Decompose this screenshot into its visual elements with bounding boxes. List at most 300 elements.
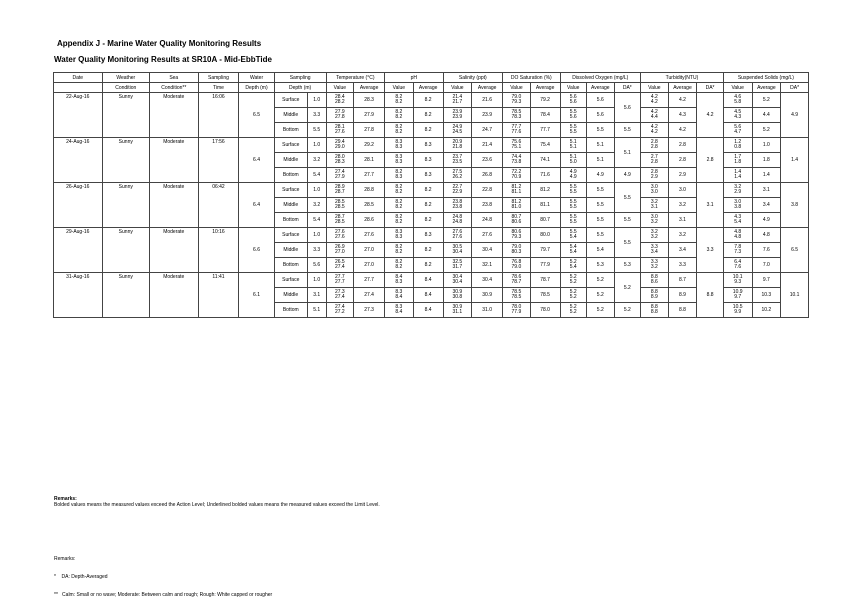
turbidity-value-cell-reading: 3.1 bbox=[650, 204, 658, 210]
subheader-average: Average bbox=[530, 83, 560, 93]
temperature-value-cell bbox=[326, 93, 354, 108]
turbidity-average-cell: 3.3 bbox=[668, 258, 697, 273]
subheader-average: Average bbox=[586, 83, 614, 93]
water-depth-cell: 6.1 bbox=[239, 273, 274, 318]
turbidity-value-cell bbox=[641, 303, 669, 318]
header-sampling-depth-sub: Depth (m) bbox=[274, 83, 326, 93]
weather-cell: Sunny bbox=[102, 273, 149, 318]
sampling-depth-cell: 3.3 bbox=[307, 243, 326, 258]
temperature-value-cell bbox=[326, 273, 354, 288]
suspended-solids-value-cell bbox=[723, 108, 752, 123]
dissolved-oxygen-value-cell-reading: 5.2 bbox=[569, 309, 577, 315]
temperature-value-cell-reading: 27.9 bbox=[334, 108, 345, 115]
table-row bbox=[54, 183, 809, 198]
turbidity-value-cell-reading: 8.8 bbox=[650, 273, 658, 280]
header-date-sub bbox=[54, 83, 103, 93]
suspended-solids-value-cell-reading: 4.8 bbox=[734, 234, 742, 240]
salinity-value-cell-reading: 24.8 bbox=[452, 213, 463, 220]
dissolved-oxygen-value-cell-reading: 5.0 bbox=[569, 159, 577, 165]
suspended-solids-average-cell: 5.2 bbox=[752, 93, 781, 108]
ph-value-cell-reading: 8.3 bbox=[395, 159, 403, 165]
ph-average-cell: 8.2 bbox=[413, 93, 443, 108]
appendix-title: Appendix J - Marine Water Quality Monitoring Results bbox=[57, 39, 262, 48]
suspended-solids-value-cell-reading: 10.9 bbox=[732, 288, 743, 295]
temperature-value-cell bbox=[326, 183, 354, 198]
sampling-level-cell: Surface bbox=[274, 138, 307, 153]
do-saturation-value-cell bbox=[503, 228, 531, 243]
dissolved-oxygen-value-cell-reading: 5.4 bbox=[569, 249, 577, 255]
turbidity-value-cell bbox=[641, 243, 669, 258]
ph-value-cell-reading: 8.2 bbox=[395, 114, 403, 120]
salinity-value-cell-reading: 26.2 bbox=[452, 174, 463, 180]
day-group bbox=[54, 228, 809, 273]
salinity-value-cell bbox=[443, 288, 472, 303]
temperature-value-cell bbox=[326, 168, 354, 183]
turbidity-average-cell: 8.9 bbox=[668, 288, 697, 303]
salinity-value-cell-reading: 23.5 bbox=[452, 159, 463, 165]
ph-value-cell-reading: 8.2 bbox=[395, 168, 403, 175]
dissolved-oxygen-value-cell-reading: 5.2 bbox=[569, 288, 577, 295]
salinity-value-cell-reading: 30.9 bbox=[452, 288, 463, 295]
temperature-value-cell bbox=[326, 153, 354, 168]
temperature-value-cell-reading: 28.1 bbox=[334, 123, 345, 130]
salinity-value-cell-reading: 23.8 bbox=[452, 204, 463, 210]
temperature-value-cell-reading: 28.5 bbox=[334, 204, 345, 210]
subheader-value: Value bbox=[385, 83, 414, 93]
table-row bbox=[54, 138, 809, 153]
dissolved-oxygen-average-cell: 5.3 bbox=[586, 258, 614, 273]
salinity-value-cell bbox=[443, 138, 472, 153]
turbidity-value-cell bbox=[641, 168, 669, 183]
turbidity-value-cell-reading: 3.4 bbox=[650, 249, 658, 255]
do-saturation-value-cell-reading: 78.5 bbox=[511, 294, 522, 300]
subheader-average: Average bbox=[354, 83, 385, 93]
suspended-solids-value-cell-reading: 3.2 bbox=[734, 183, 742, 190]
temperature-value-cell-reading: 27.3 bbox=[334, 288, 345, 295]
subheader-value: Value bbox=[641, 83, 669, 93]
ph-value-cell bbox=[385, 243, 414, 258]
dissolved-oxygen-value-cell bbox=[560, 273, 586, 288]
salinity-average-cell: 21.6 bbox=[472, 93, 503, 108]
turbidity-average-cell: 2.9 bbox=[668, 168, 697, 183]
sampling-level-cell: Middle bbox=[274, 243, 307, 258]
header-ph: pH bbox=[385, 73, 443, 83]
do-saturation-value-cell bbox=[503, 168, 531, 183]
do-saturation-value-cell-reading: 79.3 bbox=[511, 234, 522, 240]
ph-value-cell bbox=[385, 183, 414, 198]
dissolved-oxygen-average-cell: 5.2 bbox=[586, 288, 614, 303]
header-sampling-time: Sampling bbox=[198, 73, 239, 83]
turbidity-value-cell-reading: 4.2 bbox=[650, 123, 658, 130]
suspended-solids-value-cell bbox=[723, 93, 752, 108]
dissolved-oxygen-value-cell bbox=[560, 138, 586, 153]
do-saturation-value-cell-reading: 75.1 bbox=[511, 144, 522, 150]
turbidity-value-cell bbox=[641, 288, 669, 303]
temperature-value-cell-reading: 27.4 bbox=[334, 264, 345, 270]
ph-value-cell bbox=[385, 213, 414, 228]
dissolved-oxygen-value-cell bbox=[560, 228, 586, 243]
sampling-depth-cell: 1.0 bbox=[307, 93, 326, 108]
sampling-time-cell: 10:16 bbox=[198, 228, 239, 273]
ph-value-cell-reading: 8.2 bbox=[395, 264, 403, 270]
temperature-value-cell bbox=[326, 258, 354, 273]
suspended-solids-value-cell-reading: 1.8 bbox=[734, 159, 742, 165]
dissolved-oxygen-value-cell-reading: 5.2 bbox=[569, 303, 577, 310]
dissolved-oxygen-average-cell: 5.5 bbox=[586, 123, 614, 138]
salinity-value-cell-reading: 24.9 bbox=[452, 123, 463, 130]
dissolved-oxygen-value-cell-reading: 5.6 bbox=[569, 114, 577, 120]
ph-value-cell-reading: 8.2 bbox=[395, 243, 403, 250]
sampling-level-cell: Middle bbox=[274, 153, 307, 168]
temperature-value-cell bbox=[326, 138, 354, 153]
temperature-value-cell bbox=[326, 243, 354, 258]
suspended-solids-average-cell: 7.6 bbox=[752, 243, 781, 258]
turbidity-da-cell: 3.3 bbox=[697, 228, 724, 273]
header-dissolved-oxygen: Dissolved Oxygen (mg/L) bbox=[560, 73, 641, 83]
suspended-solids-value-cell bbox=[723, 123, 752, 138]
turbidity-value-cell-reading: 2.8 bbox=[650, 144, 658, 150]
ph-value-cell bbox=[385, 123, 414, 138]
temperature-value-cell-reading: 28.7 bbox=[334, 213, 345, 220]
header-sea-sub: Condition** bbox=[150, 83, 199, 93]
salinity-value-cell-reading: 21.8 bbox=[452, 144, 463, 150]
dissolved-oxygen-value-cell bbox=[560, 303, 586, 318]
dissolved-oxygen-average-cell: 5.1 bbox=[586, 153, 614, 168]
turbidity-value-cell-reading: 8.8 bbox=[650, 309, 658, 315]
remarks-da-note: * DA: Depth-Averaged bbox=[54, 574, 108, 580]
suspended-solids-average-cell: 1.8 bbox=[752, 153, 781, 168]
do-saturation-value-cell-reading: 72.2 bbox=[511, 168, 522, 175]
sampling-depth-cell: 5.4 bbox=[307, 168, 326, 183]
turbidity-value-cell bbox=[641, 153, 669, 168]
temperature-average-cell: 27.7 bbox=[354, 168, 385, 183]
sea-condition-cell: Moderate bbox=[150, 138, 199, 183]
ph-value-cell-reading: 8.2 bbox=[395, 198, 403, 205]
salinity-value-cell bbox=[443, 273, 472, 288]
temperature-value-cell-reading: 28.5 bbox=[334, 198, 345, 205]
suspended-solids-average-cell: 9.7 bbox=[752, 273, 781, 288]
temperature-average-cell: 27.0 bbox=[354, 243, 385, 258]
do-saturation-average-cell: 79.2 bbox=[530, 93, 560, 108]
suspended-solids-value-cell-reading: 5.6 bbox=[734, 123, 742, 130]
do-saturation-value-cell-reading: 78.7 bbox=[511, 279, 522, 285]
do-saturation-value-cell-reading: 70.9 bbox=[511, 174, 522, 180]
header-sampling-time-sub: Time bbox=[198, 83, 239, 93]
sampling-depth-cell: 3.3 bbox=[307, 108, 326, 123]
temperature-value-cell-reading: 28.2 bbox=[334, 99, 345, 105]
suspended-solids-da-cell: 10.1 bbox=[781, 273, 809, 318]
turbidity-value-cell-reading: 3.0 bbox=[650, 189, 658, 195]
turbidity-average-cell: 4.2 bbox=[668, 93, 697, 108]
do-saturation-value-cell bbox=[503, 93, 531, 108]
subheader-average: Average bbox=[472, 83, 503, 93]
dissolved-oxygen-average-cell: 5.2 bbox=[586, 303, 614, 318]
salinity-average-cell: 23.6 bbox=[472, 153, 503, 168]
ph-average-cell: 8.3 bbox=[413, 153, 443, 168]
dissolved-oxygen-value-cell-reading: 5.5 bbox=[569, 123, 577, 130]
turbidity-average-cell: 3.4 bbox=[668, 243, 697, 258]
suspended-solids-value-cell bbox=[723, 258, 752, 273]
turbidity-value-cell-reading: 2.9 bbox=[650, 174, 658, 180]
header-water-depth: Water bbox=[239, 73, 274, 83]
temperature-value-cell-reading: 28.3 bbox=[334, 159, 345, 165]
temperature-value-cell-reading: 28.4 bbox=[334, 93, 345, 100]
dissolved-oxygen-value-cell bbox=[560, 198, 586, 213]
sampling-level-cell: Middle bbox=[274, 108, 307, 123]
ph-value-cell-reading: 8.2 bbox=[395, 249, 403, 255]
temperature-value-cell-reading: 27.9 bbox=[334, 174, 345, 180]
date-cell: 26-Aug-16 bbox=[54, 183, 103, 228]
header-sampling-depth: Sampling bbox=[274, 73, 326, 83]
suspended-solids-average-cell: 4.4 bbox=[752, 108, 781, 123]
salinity-average-cell: 23.8 bbox=[472, 198, 503, 213]
do-saturation-value-cell bbox=[503, 243, 531, 258]
dissolved-oxygen-value-cell-reading: 5.5 bbox=[569, 183, 577, 190]
do-saturation-value-cell-reading: 81.2 bbox=[511, 183, 522, 190]
dissolved-oxygen-average-cell: 5.5 bbox=[586, 183, 614, 198]
dissolved-oxygen-bottom-cell: 5.5 bbox=[614, 123, 640, 138]
turbidity-value-cell-reading: 2.8 bbox=[650, 159, 658, 165]
salinity-value-cell-reading: 23.9 bbox=[452, 108, 463, 115]
turbidity-value-cell-reading: 2.8 bbox=[650, 138, 658, 145]
temperature-average-cell: 28.5 bbox=[354, 198, 385, 213]
turbidity-average-cell: 3.2 bbox=[668, 228, 697, 243]
dissolved-oxygen-value-cell-reading: 5.4 bbox=[569, 234, 577, 240]
suspended-solids-value-cell-reading: 1.2 bbox=[734, 138, 742, 145]
header-sea: Sea bbox=[150, 73, 199, 83]
ph-average-cell: 8.2 bbox=[413, 198, 443, 213]
dissolved-oxygen-value-cell-reading: 5.5 bbox=[569, 198, 577, 205]
do-saturation-value-cell-reading: 79.0 bbox=[511, 93, 522, 100]
suspended-solids-average-cell: 10.3 bbox=[752, 288, 781, 303]
salinity-value-cell bbox=[443, 168, 472, 183]
salinity-value-cell bbox=[443, 303, 472, 318]
temperature-value-cell bbox=[326, 213, 354, 228]
temperature-value-cell-reading: 27.4 bbox=[334, 303, 345, 310]
dissolved-oxygen-value-cell-reading: 5.6 bbox=[569, 99, 577, 105]
header-weather-sub: Condition bbox=[102, 83, 149, 93]
remarks-sea-note: ** Calm: Small or no wave; Moderate: Between calm and rough; Rough: White capped or rougher bbox=[54, 592, 273, 598]
salinity-average-cell: 30.9 bbox=[472, 288, 503, 303]
subheader-value: Value bbox=[326, 83, 354, 93]
do-saturation-value-cell-reading: 81.1 bbox=[511, 189, 522, 195]
temperature-value-cell-reading: 27.6 bbox=[334, 228, 345, 235]
dissolved-oxygen-average-cell: 5.5 bbox=[586, 228, 614, 243]
dissolved-oxygen-value-cell-reading: 5.5 bbox=[569, 219, 577, 225]
subheader-value: Value bbox=[503, 83, 531, 93]
suspended-solids-value-cell-reading: 9.9 bbox=[734, 309, 742, 315]
suspended-solids-average-cell: 4.9 bbox=[752, 213, 781, 228]
salinity-value-cell-reading: 30.8 bbox=[452, 294, 463, 300]
suspended-solids-da-cell: 4.9 bbox=[781, 93, 809, 138]
suspended-solids-average-cell: 3.1 bbox=[752, 183, 781, 198]
ph-value-cell-reading: 8.3 bbox=[395, 144, 403, 150]
do-saturation-value-cell-reading: 80.6 bbox=[511, 228, 522, 235]
do-saturation-average-cell: 80.0 bbox=[530, 228, 560, 243]
do-saturation-value-cell-reading: 81.2 bbox=[511, 198, 522, 205]
turbidity-value-cell-reading: 8.8 bbox=[650, 288, 658, 295]
dissolved-oxygen-value-cell-reading: 4.9 bbox=[569, 174, 577, 180]
header-date: Date bbox=[54, 73, 103, 83]
temperature-average-cell: 27.4 bbox=[354, 288, 385, 303]
do-saturation-average-cell: 81.1 bbox=[530, 198, 560, 213]
turbidity-value-cell bbox=[641, 213, 669, 228]
suspended-solids-value-cell-reading: 4.8 bbox=[734, 228, 742, 235]
sampling-level-cell: Bottom bbox=[274, 168, 307, 183]
do-saturation-value-cell-reading: 78.5 bbox=[511, 108, 522, 115]
dissolved-oxygen-value-cell-reading: 5.5 bbox=[569, 108, 577, 115]
temperature-average-cell: 28.6 bbox=[354, 213, 385, 228]
salinity-value-cell-reading: 31.7 bbox=[452, 264, 463, 270]
turbidity-average-cell: 2.8 bbox=[668, 138, 697, 153]
temperature-average-cell: 27.0 bbox=[354, 258, 385, 273]
do-saturation-average-cell: 78.0 bbox=[530, 303, 560, 318]
turbidity-value-cell-reading: 3.2 bbox=[650, 198, 658, 205]
temperature-value-cell-reading: 26.9 bbox=[334, 243, 345, 250]
header-salinity: Salinity (ppt) bbox=[443, 73, 503, 83]
dissolved-oxygen-bottom-cell: 5.5 bbox=[614, 213, 640, 228]
salinity-value-cell-reading: 21.7 bbox=[452, 99, 463, 105]
temperature-value-cell-reading: 27.4 bbox=[334, 294, 345, 300]
temperature-value-cell-reading: 27.8 bbox=[334, 114, 345, 120]
turbidity-value-cell-reading: 2.8 bbox=[650, 168, 658, 175]
dissolved-oxygen-da-cell: 5.5 bbox=[614, 183, 640, 213]
salinity-value-cell bbox=[443, 258, 472, 273]
suspended-solids-value-cell-reading: 4.6 bbox=[734, 93, 742, 100]
ph-average-cell: 8.4 bbox=[413, 273, 443, 288]
ph-value-cell-reading: 8.2 bbox=[395, 183, 403, 190]
temperature-value-cell bbox=[326, 303, 354, 318]
ph-value-cell-reading: 8.2 bbox=[395, 189, 403, 195]
do-saturation-value-cell-reading: 77.6 bbox=[511, 129, 522, 135]
sampling-time-cell: 17:56 bbox=[198, 138, 239, 183]
dissolved-oxygen-value-cell bbox=[560, 213, 586, 228]
suspended-solids-value-cell bbox=[723, 183, 752, 198]
ph-value-cell bbox=[385, 303, 414, 318]
subheader-average: Average bbox=[668, 83, 697, 93]
dissolved-oxygen-da-cell: 5.1 bbox=[614, 138, 640, 168]
turbidity-value-cell-reading: 3.3 bbox=[650, 258, 658, 265]
subheader-da: DA* bbox=[781, 83, 809, 93]
salinity-average-cell: 27.6 bbox=[472, 228, 503, 243]
ph-value-cell-reading: 8.4 bbox=[395, 309, 403, 315]
do-saturation-value-cell-reading: 73.8 bbox=[511, 159, 522, 165]
ph-value-cell bbox=[385, 258, 414, 273]
temperature-average-cell: 27.3 bbox=[354, 303, 385, 318]
suspended-solids-value-cell-reading: 6.4 bbox=[734, 258, 742, 265]
dissolved-oxygen-value-cell bbox=[560, 243, 586, 258]
suspended-solids-value-cell-reading: 7.3 bbox=[734, 249, 742, 255]
suspended-solids-value-cell-reading: 10.1 bbox=[732, 273, 743, 280]
do-saturation-average-cell: 71.6 bbox=[530, 168, 560, 183]
suspended-solids-average-cell: 1.0 bbox=[752, 138, 781, 153]
salinity-average-cell: 23.9 bbox=[472, 108, 503, 123]
suspended-solids-value-cell bbox=[723, 228, 752, 243]
do-saturation-value-cell bbox=[503, 108, 531, 123]
header-do-saturation: DO Saturation (%) bbox=[503, 73, 560, 83]
suspended-solids-value-cell-reading: 5.4 bbox=[734, 219, 742, 225]
salinity-average-cell: 30.4 bbox=[472, 243, 503, 258]
do-saturation-value-cell bbox=[503, 138, 531, 153]
turbidity-value-cell-reading: 4.2 bbox=[650, 99, 658, 105]
salinity-value-cell-reading: 23.8 bbox=[452, 198, 463, 205]
water-depth-cell: 6.4 bbox=[239, 138, 274, 183]
temperature-average-cell: 28.8 bbox=[354, 183, 385, 198]
suspended-solids-value-cell-reading: 3.0 bbox=[734, 198, 742, 205]
ph-value-cell bbox=[385, 153, 414, 168]
salinity-average-cell: 30.4 bbox=[472, 273, 503, 288]
ph-value-cell-reading: 8.3 bbox=[395, 234, 403, 240]
temperature-value-cell-reading: 28.5 bbox=[334, 219, 345, 225]
suspended-solids-value-cell bbox=[723, 303, 752, 318]
temperature-value-cell bbox=[326, 123, 354, 138]
ph-value-cell-reading: 8.3 bbox=[395, 138, 403, 145]
suspended-solids-da-cell: 1.4 bbox=[781, 138, 809, 183]
dissolved-oxygen-value-cell-reading: 5.5 bbox=[569, 129, 577, 135]
day-group bbox=[54, 93, 809, 138]
salinity-average-cell: 24.7 bbox=[472, 123, 503, 138]
ph-value-cell-reading: 8.3 bbox=[395, 174, 403, 180]
do-saturation-value-cell bbox=[503, 273, 531, 288]
ph-value-cell bbox=[385, 228, 414, 243]
turbidity-value-cell bbox=[641, 198, 669, 213]
sampling-level-cell: Surface bbox=[274, 183, 307, 198]
do-saturation-value-cell-reading: 81.0 bbox=[511, 204, 522, 210]
temperature-value-cell-reading: 27.6 bbox=[334, 129, 345, 135]
suspended-solids-da-cell: 3.8 bbox=[781, 183, 809, 228]
do-saturation-value-cell bbox=[503, 288, 531, 303]
turbidity-average-cell: 3.0 bbox=[668, 183, 697, 198]
sampling-depth-cell: 3.2 bbox=[307, 153, 326, 168]
turbidity-value-cell bbox=[641, 228, 669, 243]
salinity-value-cell-reading: 22.9 bbox=[452, 189, 463, 195]
ph-average-cell: 8.4 bbox=[413, 288, 443, 303]
dissolved-oxygen-value-cell-reading: 5.2 bbox=[569, 279, 577, 285]
dissolved-oxygen-average-cell: 5.6 bbox=[586, 108, 614, 123]
date-cell: 29-Aug-16 bbox=[54, 228, 103, 273]
do-saturation-value-cell-reading: 79.0 bbox=[511, 264, 522, 270]
do-saturation-value-cell-reading: 76.8 bbox=[511, 258, 522, 265]
water-depth-cell: 6.4 bbox=[239, 183, 274, 228]
sampling-time-cell: 11:41 bbox=[198, 273, 239, 318]
suspended-solids-value-cell bbox=[723, 213, 752, 228]
turbidity-da-cell: 3.1 bbox=[697, 183, 724, 228]
ph-value-cell bbox=[385, 198, 414, 213]
do-saturation-value-cell-reading: 78.0 bbox=[511, 303, 522, 310]
header-turbidity: Turbidity(NTU) bbox=[641, 73, 724, 83]
temperature-value-cell-reading: 27.7 bbox=[334, 273, 345, 280]
ph-average-cell: 8.3 bbox=[413, 138, 443, 153]
salinity-value-cell bbox=[443, 108, 472, 123]
salinity-average-cell: 26.8 bbox=[472, 168, 503, 183]
salinity-value-cell-reading: 30.4 bbox=[452, 249, 463, 255]
ph-average-cell: 8.2 bbox=[413, 243, 443, 258]
suspended-solids-value-cell-reading: 9.3 bbox=[734, 279, 742, 285]
temperature-value-cell-reading: 27.4 bbox=[334, 168, 345, 175]
temperature-value-cell-reading: 28.0 bbox=[334, 153, 345, 160]
remarks-text: Bolded values means the measured values exceed the Action Level; Underlined bolded values means the measured values exceed the Limit Level. bbox=[54, 502, 380, 508]
do-saturation-value-cell-reading: 77.9 bbox=[511, 309, 522, 315]
salinity-value-cell bbox=[443, 198, 472, 213]
day-group bbox=[54, 183, 809, 228]
salinity-value-cell-reading: 24.8 bbox=[452, 219, 463, 225]
dissolved-oxygen-average-cell: 5.5 bbox=[586, 198, 614, 213]
ph-value-cell-reading: 8.2 bbox=[395, 258, 403, 265]
table-row bbox=[54, 93, 809, 108]
weather-cell: Sunny bbox=[102, 93, 149, 138]
sea-condition-cell: Moderate bbox=[150, 93, 199, 138]
header-water-depth-sub: Depth (m) bbox=[239, 83, 274, 93]
